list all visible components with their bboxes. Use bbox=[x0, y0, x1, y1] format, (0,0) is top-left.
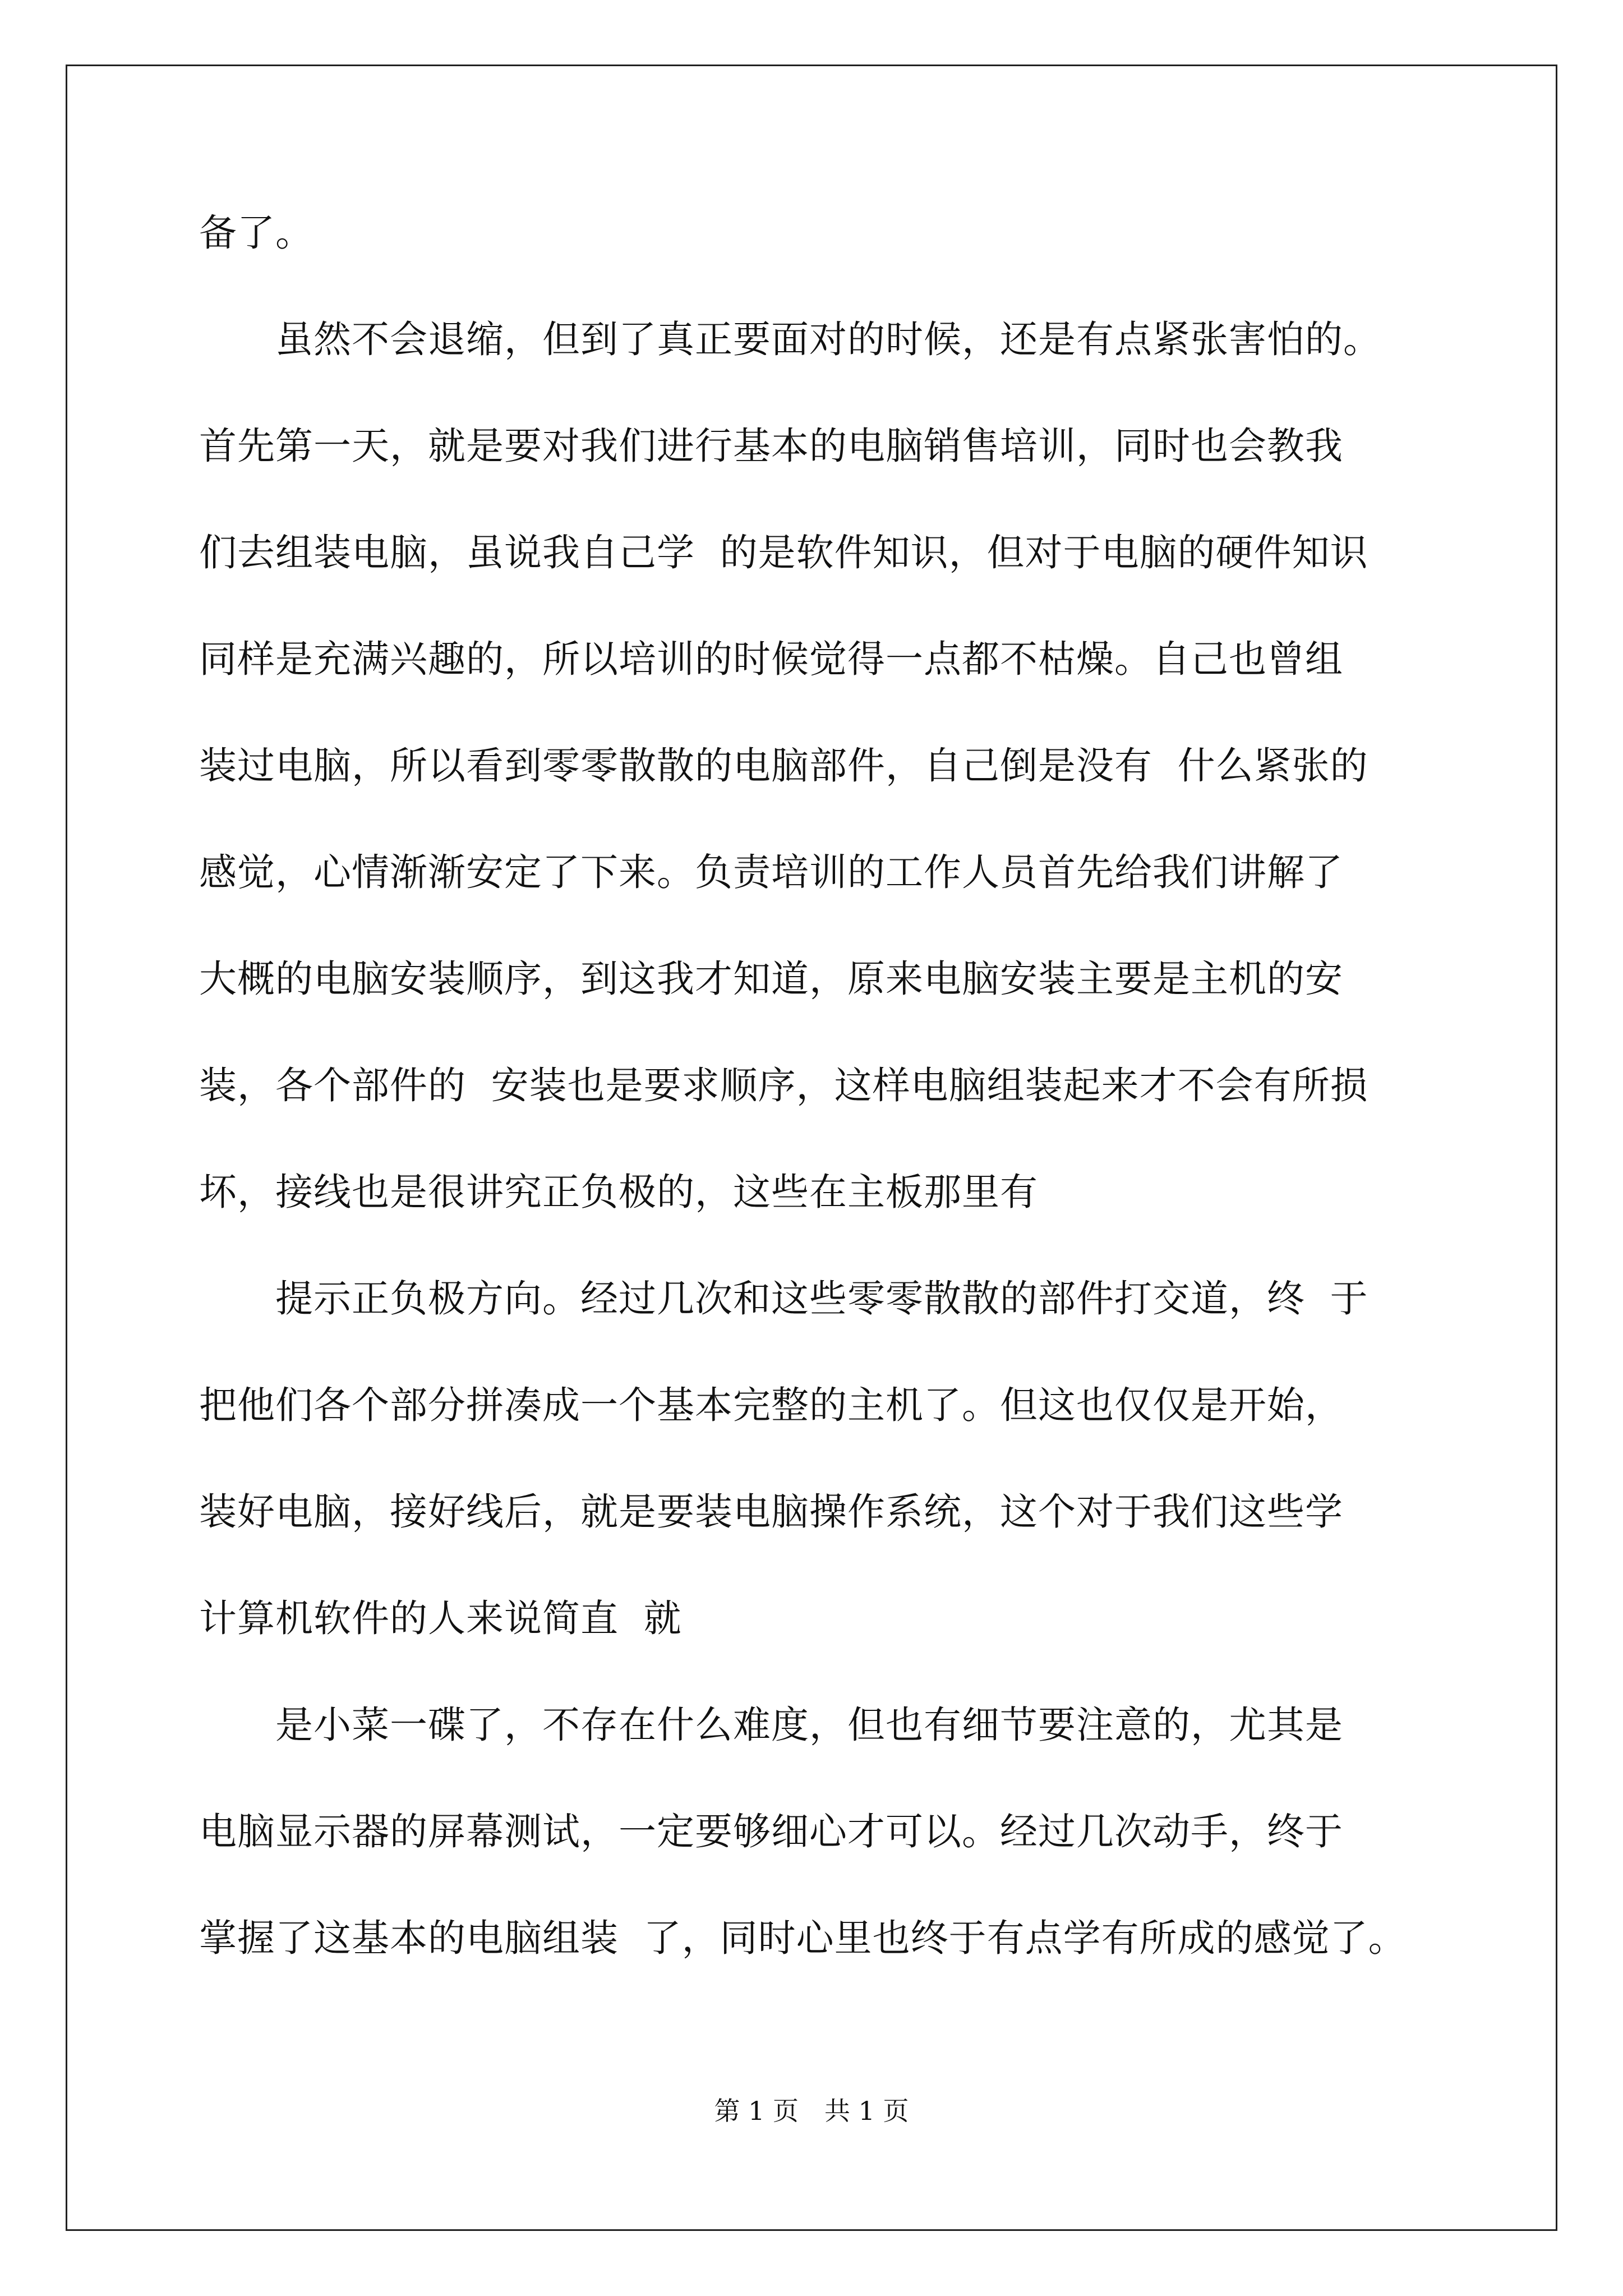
page-border bbox=[66, 65, 1557, 2231]
text-line: 感觉，心情渐渐安定了下来。负责培训的工作人员首先给我们讲解了 bbox=[199, 850, 1343, 894]
text-line: 虽然不会退缩，但到了真正要面对的时候，还是有点紧张害怕的。 bbox=[199, 318, 1381, 361]
text-line: 装好电脑，接好线后，就是要装电脑操作系统，这个对于我们这些学 bbox=[199, 1490, 1343, 1534]
text-line: 大概的电脑安装顺序，到这我才知道，原来电脑安装主要是主机的安 bbox=[199, 957, 1343, 1001]
text-line: 首先第一天，就是要对我们进行基本的电脑销售培训，同时也会教我 bbox=[199, 424, 1343, 468]
page-footer: 第 1 页 共 1 页 bbox=[714, 2096, 909, 2126]
text-line: 掌握了这基本的电脑组装 了，同时心里也终于有点学有所成的感觉了。 bbox=[199, 1916, 1407, 1960]
text-line: 装过电脑，所以看到零零散散的电脑部件，自己倒是没有 什么紧张的 bbox=[199, 744, 1368, 788]
text-line: 把他们各个部分拼凑成一个基本完整的主机了。但这也仅仅是开始， bbox=[199, 1383, 1343, 1427]
text-line: 装，各个部件的 安装也是要求顺序，这样电脑组装起来才不会有所损 bbox=[199, 1064, 1368, 1107]
text-line: 提示正负极方向。经过几次和这些零零散散的部件打交道，终 于 bbox=[199, 1277, 1368, 1320]
text-line: 们去组装电脑，虽说我自己学 的是软件知识，但对于电脑的硬件知识 bbox=[199, 531, 1368, 574]
text-line: 同样是充满兴趣的，所以培训的时候觉得一点都不枯燥。自己也曾组 bbox=[199, 637, 1343, 681]
text-line: 坏，接线也是很讲究正负极的，这些在主板那里有 bbox=[199, 1170, 1038, 1214]
text-line: 是小菜一碟了，不存在什么难度，但也有细节要注意的，尤其是 bbox=[199, 1703, 1343, 1747]
text-line: 备了。 bbox=[199, 211, 313, 255]
text-line: 计算机软件的人来说简直 就 bbox=[199, 1596, 682, 1640]
text-line: 电脑显示器的屏幕测试，一定要够细心才可以。经过几次动手，终于 bbox=[199, 1810, 1343, 1853]
